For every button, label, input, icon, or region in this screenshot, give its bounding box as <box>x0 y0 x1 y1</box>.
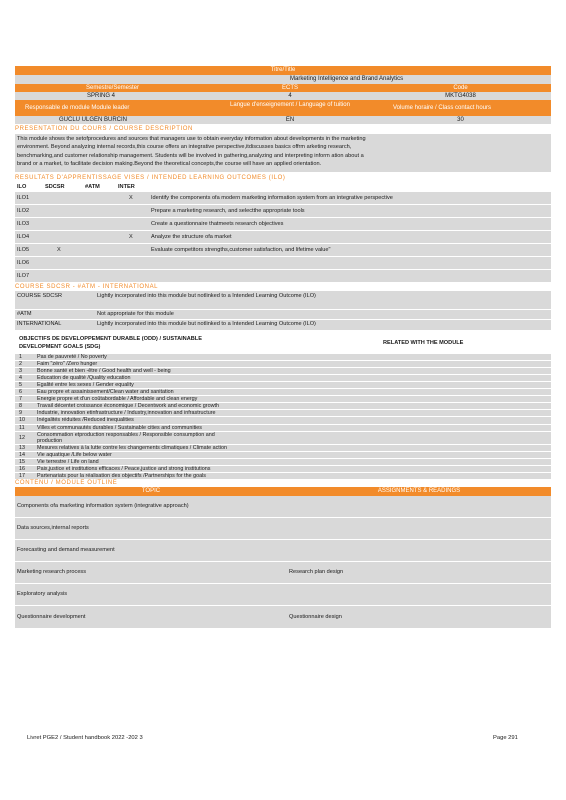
sdg-label: Vie terrestre / Life on land <box>37 458 99 465</box>
sdg-label: Egalité entre les sexes / Gender equality <box>37 382 134 388</box>
ilo-row <box>15 205 551 218</box>
content-table <box>15 496 551 628</box>
ilo-row <box>15 244 551 257</box>
course-outcome-text: Not appropriate for this module <box>97 310 174 317</box>
ilo-id: ILO1 <box>17 194 30 201</box>
sdg-number: 16 <box>19 465 25 472</box>
sdg-number: 12 <box>19 434 25 441</box>
content-assignment: Questionnaire design <box>289 614 342 621</box>
semester-value-row <box>15 92 551 100</box>
semester-value: SPRING 4 <box>87 93 116 99</box>
sdg-heading-line1: OBJECTIFS DE DEVELOPPEMENT DURABLE (ODD) / SUSTAINABLE <box>19 335 202 342</box>
ilo-col-sdcsr: SDCSR <box>45 183 65 190</box>
sdg-label: Paix,justice et institutions efficaces / Peace,justice and strong institutions <box>37 465 211 472</box>
sdg-item <box>15 425 551 432</box>
sdg-item <box>15 368 551 375</box>
responsible-value: GUCLU ULGEN BURCIN <box>59 117 128 123</box>
sdg-label: Bonne santé et bien -être / Good health and well - being <box>37 367 171 374</box>
sdg-label: Energie propre et d'un coûtabordable / Affordable and clean energy <box>37 396 198 403</box>
ilo-text: Evaluate competitors strengths,customer satisfaction, and lifetime value" <box>151 246 331 253</box>
content-row <box>15 518 551 540</box>
sdg-label: Vie aquatique /Life below water <box>37 451 112 458</box>
sdg-header <box>15 334 551 354</box>
content-topic: Forecasting and demand measurement <box>17 547 115 554</box>
ects-value: 4 <box>288 93 292 99</box>
course-title: Marketing Intelligence and Brand Analytics <box>290 76 404 82</box>
sdg-number: 2 <box>19 360 22 367</box>
responsible-value-row <box>15 116 551 124</box>
course-outcome-row <box>15 320 551 330</box>
sdg-heading-line2: DEVELOPMENT GOALS (SDG) <box>19 343 101 350</box>
ilo-text: Create a questionnaire thatmeets research objectives <box>151 220 284 227</box>
sdg-number: 14 <box>19 451 25 458</box>
ilo-inter-mark: X <box>129 233 133 240</box>
footer-page-number: Page 291 <box>493 735 518 741</box>
ilo-sdcsr-mark: X <box>57 246 61 253</box>
sdg-number: 9 <box>19 410 22 417</box>
content-heading: CONTENU / MODULE OUTLINE <box>15 480 118 487</box>
ilo-row <box>15 270 551 283</box>
semester-header-row <box>15 84 551 92</box>
ilo-row <box>15 257 551 270</box>
sdg-label: Education de qualité /Quality education <box>37 374 131 381</box>
title-label: Titre/Title <box>270 67 296 73</box>
sdg-item <box>15 459 551 466</box>
sdg-number: 1 <box>19 353 22 360</box>
code-label: Code <box>453 85 468 91</box>
presentation-line: brand or a market, to facilitate decision making.Beyond the theoretical concepts,the course will have an applied orientation. <box>17 161 322 168</box>
sdg-item <box>15 403 551 410</box>
sdg-item <box>15 432 551 445</box>
title-header-row <box>15 66 551 75</box>
footer-handbook: Livret PGE2 / Student handbook 2022 -202 3 <box>27 735 143 741</box>
ilo-id: ILO6 <box>17 259 30 266</box>
sdg-item <box>15 445 551 452</box>
sdg-number: 5 <box>19 382 22 388</box>
ilo-row <box>15 231 551 244</box>
responsible-label: Responsable de module Module leader <box>25 105 130 111</box>
ilo-column-headers <box>15 183 551 192</box>
ilo-id: ILO5 <box>17 246 30 253</box>
presentation-line: benchmarking,and customer relationship management. Students will be involved in gathering,analyzing and interpreting inform ation about a <box>17 152 364 159</box>
course-outcome-row <box>15 310 551 320</box>
presentation-text <box>15 134 551 172</box>
sdg-item <box>15 382 551 389</box>
sdg-list <box>15 354 551 481</box>
sdg-label: Eau propre et assainissement/Clean water and sanitation <box>37 389 174 396</box>
course-sheet <box>15 66 551 628</box>
ilo-text: Analyze the structure ofa market <box>151 233 232 240</box>
ilo-text: Identify the components ofa modern marketing information system from an integrative perspective <box>151 194 393 201</box>
sdg-number: 11 <box>19 424 25 431</box>
course-outcome-row <box>15 291 551 310</box>
ilo-id: ILO2 <box>17 207 30 214</box>
sdg-item <box>15 375 551 382</box>
presentation-heading: PRESENTATION DU COURS / COURSE DESCRIPTION <box>15 126 193 132</box>
content-row <box>15 496 551 518</box>
hours-label: Volume horaire / Class contact hours <box>393 105 492 111</box>
sdg-label: Industrie, innovation etinfrastructure / Industry,innovation and infrastructure <box>37 410 216 417</box>
sdg-item <box>15 473 551 480</box>
sdg-item <box>15 452 551 459</box>
content-topic: Marketing research process <box>17 569 87 576</box>
course-outcome-label: #ATM <box>17 310 32 317</box>
sdg-number: 4 <box>19 374 22 381</box>
ilo-heading: RESULTATS D'APPRENTISSAGE VISES / INTENDED LEARNING OUTCOMES (ILO) <box>15 174 286 181</box>
course-outcomes-table <box>15 291 551 330</box>
content-topic: Data sources,internal reports <box>17 525 89 532</box>
ilo-row <box>15 218 551 231</box>
sdg-item <box>15 466 551 473</box>
content-row <box>15 562 551 584</box>
presentation-line: This module shows the setofprocedures and sources that managers use to obtain everyday information about developments in the marketing <box>17 136 366 142</box>
course-outcomes-heading: COURSE SDCSR - #ATM - INTERNATIONAL <box>15 283 159 290</box>
ilo-id: ILO3 <box>17 220 30 227</box>
sdg-number: 10 <box>19 417 25 424</box>
sdg-number: 13 <box>19 444 25 451</box>
sdg-number: 7 <box>19 396 22 403</box>
ects-label: ECTS <box>281 85 298 91</box>
ilo-text: Prepare a marketing research, and selectthe appropriate tools <box>151 207 305 214</box>
course-title-row <box>15 75 551 84</box>
ilo-id: ILO4 <box>17 233 30 240</box>
ilo-row <box>15 192 551 205</box>
responsible-header-row <box>15 100 551 116</box>
sdg-number: 17 <box>19 473 25 480</box>
topic-label: TOPIC <box>141 488 161 495</box>
sdg-number: 8 <box>19 403 22 410</box>
content-topic: Components ofa marketing information system (integrative approach) <box>17 503 189 510</box>
content-assignment: Research plan design <box>289 569 344 576</box>
assignments-label: ASSIGNMENTS & READINGS <box>377 488 461 495</box>
sdg-item <box>15 354 551 361</box>
language-value: EN <box>285 117 295 123</box>
semester-label: Semestre/Semester <box>85 85 140 91</box>
sdg-label: Consommation etproduction responsables / Responsible consumption and <box>37 431 215 438</box>
sdg-label: Faim "zéro" /Zero hunger <box>37 360 98 367</box>
ilo-id: ILO7 <box>17 272 30 279</box>
sdg-label: Mesures relatives à la lutte contre les changements climatiques / Climate action <box>37 444 227 451</box>
sdg-item <box>15 417 551 424</box>
sdg-label: Villes et communautés durables / Sustainable cities and communities <box>37 424 202 431</box>
sdg-item <box>15 396 551 403</box>
sdg-label: Inégalités réduites /Reduced inequalities <box>37 417 134 424</box>
course-outcome-label: INTERNATIONAL <box>17 320 62 327</box>
course-outcome-text: Lightly incorporated into this module but notlinked to a Intended Learning Outcome (ILO) <box>97 292 316 299</box>
content-row <box>15 584 551 606</box>
course-outcome-label: COURSE SDCSR <box>17 292 63 299</box>
course-outcome-text: Lightly incorporated into this module but notlinked to a Intended Learning Outcome (ILO) <box>97 320 316 327</box>
ilo-col-ilo: ILO <box>17 183 27 190</box>
content-topic: Questionnaire development <box>17 614 86 621</box>
sdg-label: Partenariats pour la réalisation des objectifs /Partnerships for the goals <box>37 473 206 480</box>
code-value: MKTG4038 <box>445 93 476 99</box>
sdg-item <box>15 389 551 396</box>
language-label: Langue d'enseignement / Language of tuition <box>230 102 350 108</box>
sdg-item <box>15 410 551 417</box>
sdg-number: 6 <box>19 389 22 396</box>
content-row <box>15 540 551 562</box>
sdg-label: Travail décentet croissance économique / Decentwork and economic growth <box>37 403 219 410</box>
ilo-table <box>15 192 551 283</box>
presentation-line: environment. Beyond analyzing internal records,this course offers an integrative perspective,itdiscusses basics offrm arketing research, <box>17 144 352 151</box>
ilo-inter-mark: X <box>129 194 133 201</box>
content-header-row <box>15 487 551 496</box>
hours-value: 30 <box>457 117 464 123</box>
content-row <box>15 606 551 628</box>
sdg-related-label: RELATED WITH THE MODULE <box>383 339 464 346</box>
sdg-item <box>15 361 551 368</box>
sdg-number: 3 <box>19 367 22 374</box>
ilo-col-atm: #ATM <box>85 183 100 190</box>
ilo-col-inter: INTER <box>118 183 135 190</box>
sdg-label-continued: production <box>37 437 63 444</box>
sdg-label: Pas de pauvreté / No poverty <box>37 353 107 360</box>
content-topic: Exploratory analysis <box>17 591 68 598</box>
sdg-number: 15 <box>19 458 25 465</box>
